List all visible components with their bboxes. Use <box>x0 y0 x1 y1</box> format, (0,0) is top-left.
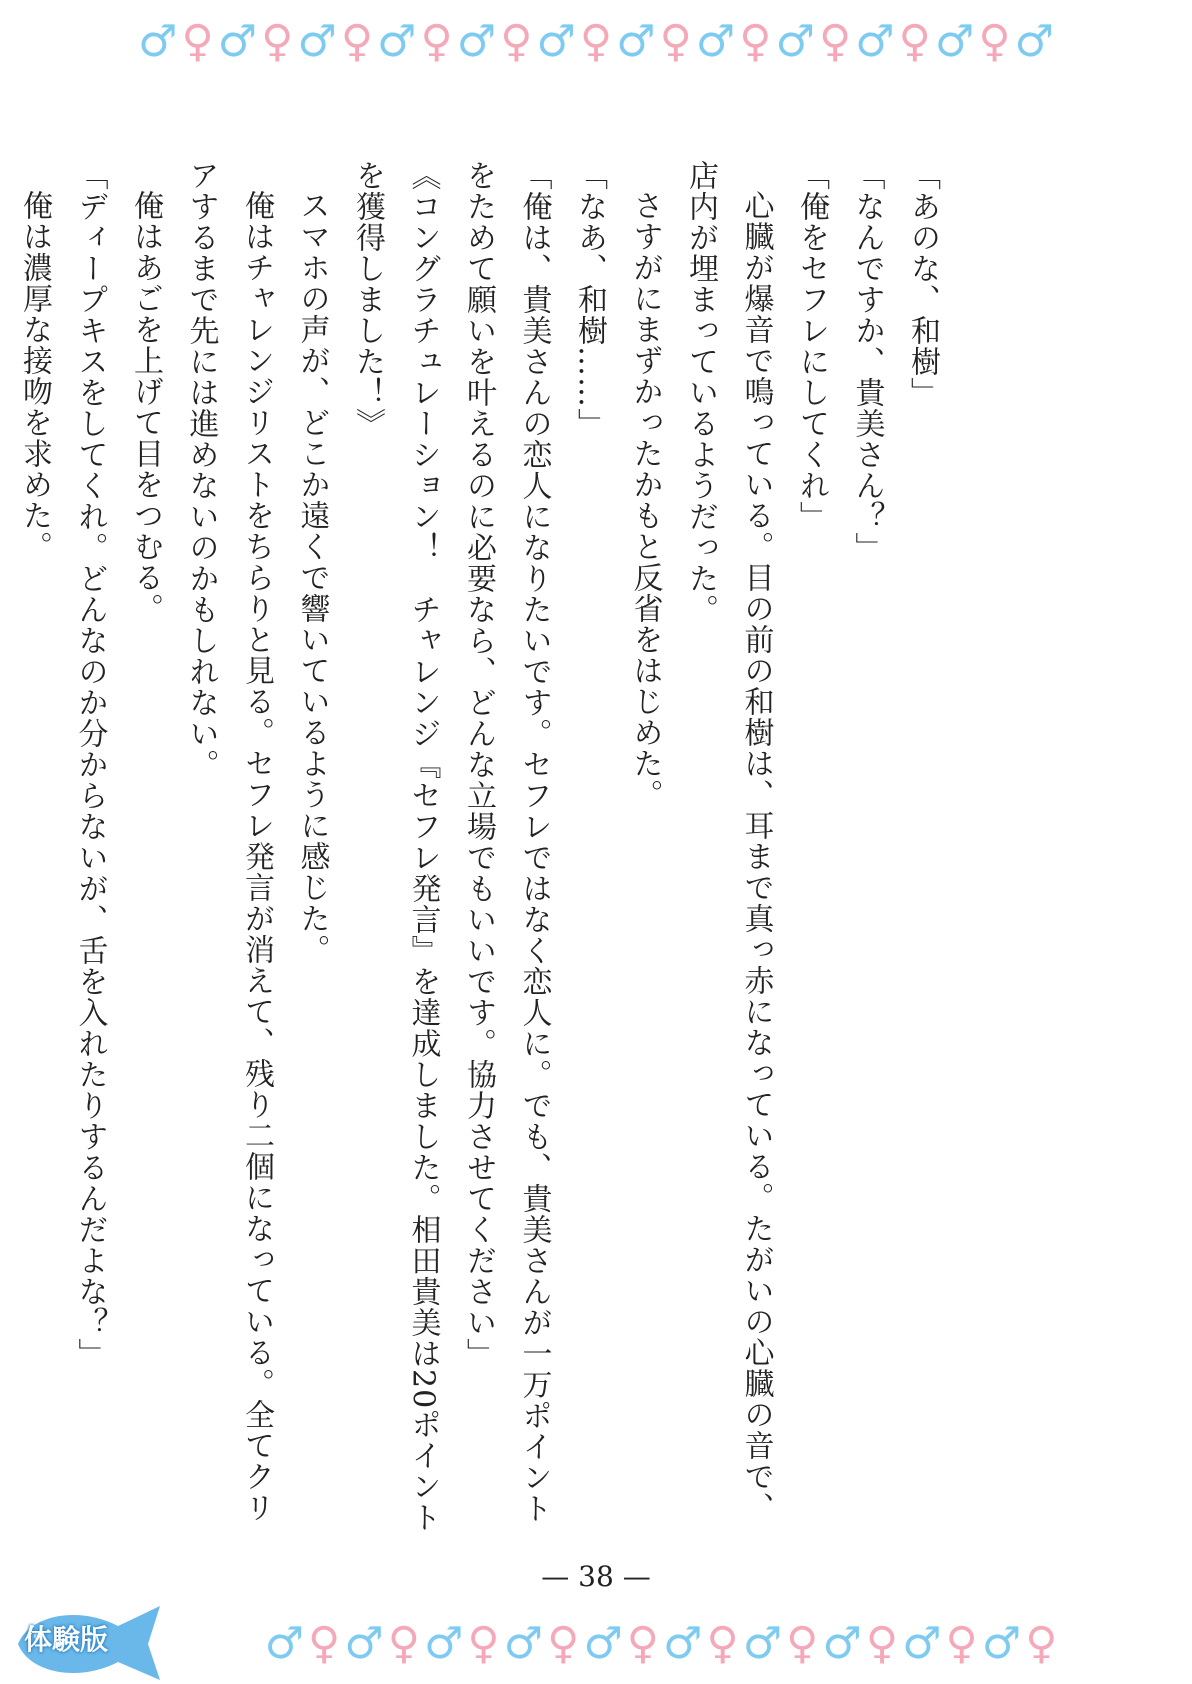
text-paragraph: 「あのな、和樹」 <box>905 160 940 408</box>
text-paragraph: 「俺は、貴美さんの恋人になりたいです。セフレではなく恋人に。でも、貴美さんが一万ポイントをためて願いを叶えるのに必要なら、どんな立場でもいいです。協力させてください」 <box>461 160 552 1524</box>
female-symbol-icon: ♀ <box>739 16 772 67</box>
trial-label: 体験版 <box>24 1623 109 1656</box>
female-symbol-icon: ♀ <box>818 16 852 67</box>
text-paragraph: 俺はあごを上げて目をつむる。 <box>128 190 163 624</box>
male-symbol-icon: ♂ <box>297 16 337 67</box>
female-symbol-icon: ♀ <box>898 16 931 67</box>
male-symbol-icon: ♂ <box>663 1618 703 1669</box>
female-symbol-icon: ♀ <box>467 1618 500 1669</box>
bottom-border-pattern <box>0 1614 1192 1674</box>
text-paragraph: 「なんですか、貴美さん？」 <box>849 160 885 563</box>
text-paragraph: 俺は濃厚な接吻を求めた。 <box>17 190 52 562</box>
female-symbol-icon: ♀ <box>181 16 214 67</box>
top-border-pattern <box>0 12 1192 72</box>
female-symbol-icon: ♀ <box>308 1618 341 1669</box>
female-symbol-icon: ♀ <box>1025 1618 1058 1669</box>
female-symbol-icon: ♀ <box>261 16 294 67</box>
male-symbol-icon: ♂ <box>822 1618 862 1669</box>
female-symbol-icon: ♀ <box>706 1618 739 1669</box>
female-symbol-icon: ♀ <box>626 1618 659 1669</box>
male-symbol-icon: ♂ <box>503 1618 544 1669</box>
male-symbol-icon: ♂ <box>902 1618 942 1669</box>
text-paragraph: 「俺をセフレにしてくれ」 <box>794 160 829 532</box>
text-paragraph: 「ディープキスをしてくれ。どんなのか分からないが、舌を入れたりするんだよな？」 <box>72 160 108 1369</box>
male-symbol-icon: ♂ <box>423 1618 464 1669</box>
female-symbol-icon: ♀ <box>420 16 453 67</box>
female-symbol-icon: ♀ <box>579 16 613 67</box>
male-symbol-icon: ♂ <box>1014 16 1054 67</box>
page-number: — 38 — <box>541 1560 651 1593</box>
male-symbol-icon: ♂ <box>855 16 895 67</box>
female-symbol-icon: ♀ <box>865 1618 899 1669</box>
male-symbol-icon: ♂ <box>344 1618 384 1669</box>
trial-badge <box>10 1600 170 1684</box>
female-symbol-icon: ♀ <box>340 16 374 67</box>
male-symbol-icon: ♂ <box>616 16 656 67</box>
female-symbol-icon: ♀ <box>945 1618 978 1669</box>
male-symbol-icon: ♂ <box>456 16 497 67</box>
male-symbol-icon: ♂ <box>695 16 736 67</box>
female-symbol-icon: ♀ <box>659 16 692 67</box>
female-symbol-icon: ♀ <box>387 1618 420 1669</box>
female-symbol-icon: ♀ <box>547 1618 580 1669</box>
male-symbol-icon: ♂ <box>583 1618 623 1669</box>
male-symbol-icon: ♂ <box>981 1618 1022 1669</box>
female-symbol-icon: ♀ <box>500 16 533 67</box>
male-symbol-icon: ♂ <box>934 16 975 67</box>
male-symbol-icon: ♂ <box>536 16 576 67</box>
text-paragraph: 俺はチャレンジリストをちらりと見る。セフレ発言が消えて、残り二個になっている。全てクリアするまで先には進めないのかもしれない。 <box>183 160 274 1523</box>
male-symbol-icon: ♂ <box>775 16 815 67</box>
male-symbol-icon: ♂ <box>742 1618 783 1669</box>
text-paragraph: 「なあ、和樹……」 <box>572 160 607 439</box>
male-symbol-icon: ♂ <box>137 16 178 67</box>
female-symbol-icon: ♀ <box>978 16 1011 67</box>
male-symbol-icon: ♂ <box>377 16 417 67</box>
text-paragraph: 《コングラチュレーション！ チャレンジ『セフレ発言』を達成しました。相田貴美は20ポイントを獲得しました！》 <box>350 160 441 1534</box>
vertical-body-text <box>17 160 950 1540</box>
male-symbol-icon: ♂ <box>264 1618 305 1669</box>
text-paragraph: さすがにまずかったかもと反省をはじめた。 <box>627 190 663 810</box>
male-symbol-icon: ♂ <box>217 16 258 67</box>
text-paragraph: スマホの声が、どこか遠くで響いているように感じた。 <box>294 190 330 965</box>
female-symbol-icon: ♀ <box>786 1618 819 1669</box>
text-paragraph: 心臓が爆音で鳴っている。目の前の和樹は、耳まで真っ赤になっている。たがいの心臓の音で、店内が埋まっているようだった。 <box>683 160 774 1523</box>
